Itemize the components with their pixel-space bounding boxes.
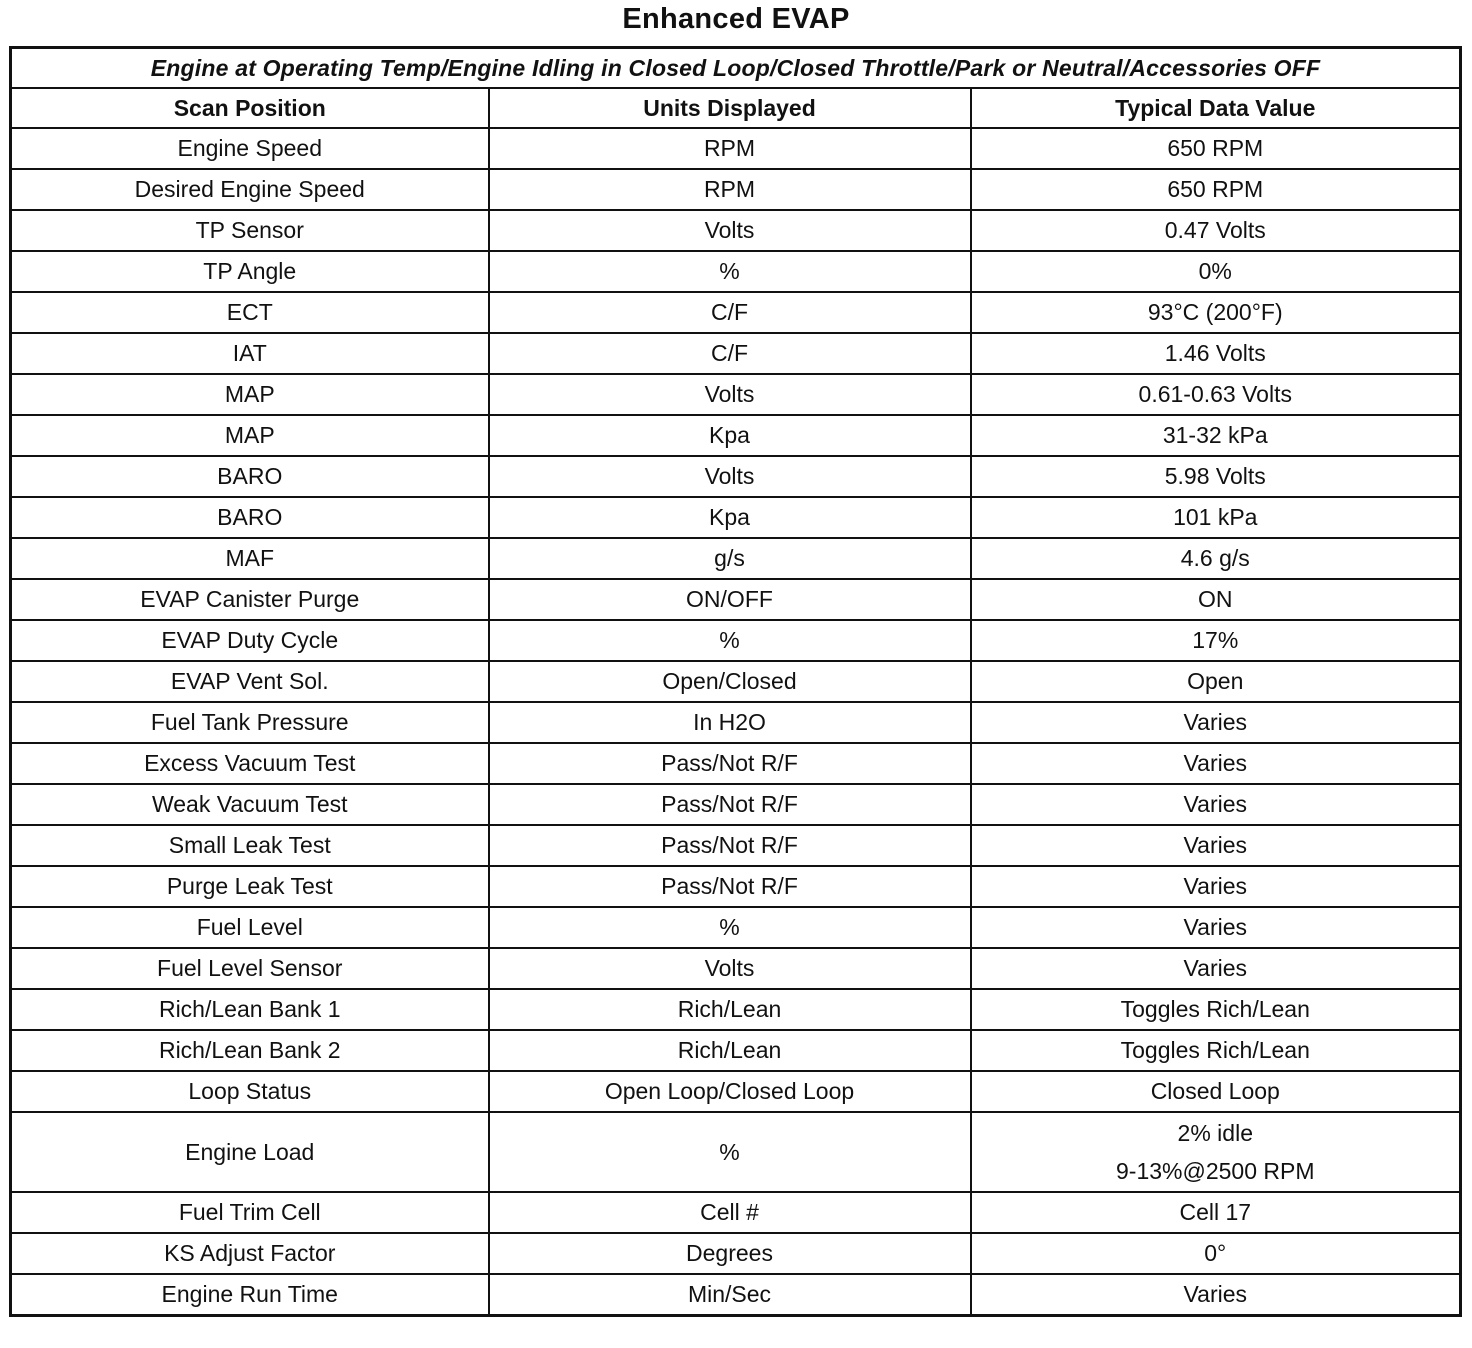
table-row bbox=[11, 251, 1461, 292]
typical-value-line: 2% idle bbox=[1177, 1120, 1253, 1146]
scan-position-cell: Engine Speed bbox=[11, 128, 489, 169]
test-conditions-header: Engine at Operating Temp/Engine Idling in Closed Loop/Closed Throttle/Park or Neutral/Accessories OFF bbox=[11, 48, 1461, 89]
scan-position-cell: Loop Status bbox=[11, 1071, 489, 1112]
units-cell: % bbox=[489, 907, 971, 948]
typical-value-cell: 0° bbox=[971, 1233, 1461, 1274]
typical-value-cell: 0.47 Volts bbox=[971, 210, 1461, 251]
units-cell: Pass/Not R/F bbox=[489, 825, 971, 866]
units-cell: Pass/Not R/F bbox=[489, 866, 971, 907]
table-row bbox=[11, 292, 1461, 333]
units-cell: Volts bbox=[489, 456, 971, 497]
evap-data-table bbox=[9, 46, 1462, 1317]
table-row bbox=[11, 333, 1461, 374]
scan-position-cell: ECT bbox=[11, 292, 489, 333]
units-cell: Min/Sec bbox=[489, 1274, 971, 1316]
typical-value-cell: 31-32 kPa bbox=[971, 415, 1461, 456]
units-cell: % bbox=[489, 251, 971, 292]
scan-position-cell: MAP bbox=[11, 374, 489, 415]
scan-position-cell: TP Sensor bbox=[11, 210, 489, 251]
scan-position-cell: TP Angle bbox=[11, 251, 489, 292]
typical-value-cell: Closed Loop bbox=[971, 1071, 1461, 1112]
scan-position-cell: Fuel Trim Cell bbox=[11, 1192, 489, 1233]
typical-value-cell: ON bbox=[971, 579, 1461, 620]
scan-position-cell: KS Adjust Factor bbox=[11, 1233, 489, 1274]
scan-position-cell: Excess Vacuum Test bbox=[11, 743, 489, 784]
typical-value-cell: Toggles Rich/Lean bbox=[971, 989, 1461, 1030]
table-row bbox=[11, 948, 1461, 989]
table-row bbox=[11, 1071, 1461, 1112]
scan-position-cell: Purge Leak Test bbox=[11, 866, 489, 907]
units-cell: C/F bbox=[489, 292, 971, 333]
units-cell: C/F bbox=[489, 333, 971, 374]
units-cell: % bbox=[489, 620, 971, 661]
table-row bbox=[11, 210, 1461, 251]
typical-value-cell: 650 RPM bbox=[971, 169, 1461, 210]
table-row bbox=[11, 1192, 1461, 1233]
column-header-scan-position: Scan Position bbox=[11, 88, 489, 128]
units-cell: Degrees bbox=[489, 1233, 971, 1274]
typical-value-cell: 4.6 g/s bbox=[971, 538, 1461, 579]
scan-position-cell: Fuel Level Sensor bbox=[11, 948, 489, 989]
typical-value-cell: Varies bbox=[971, 743, 1461, 784]
typical-value-cell: Varies bbox=[971, 866, 1461, 907]
scan-position-cell: BARO bbox=[11, 497, 489, 538]
table-row bbox=[11, 128, 1461, 169]
units-cell: Open/Closed bbox=[489, 661, 971, 702]
units-cell: Rich/Lean bbox=[489, 1030, 971, 1071]
units-cell: Volts bbox=[489, 210, 971, 251]
table-row bbox=[11, 374, 1461, 415]
typical-value-cell: Varies bbox=[971, 1274, 1461, 1316]
scan-position-cell: Rich/Lean Bank 2 bbox=[11, 1030, 489, 1071]
scan-position-cell: MAP bbox=[11, 415, 489, 456]
units-cell: g/s bbox=[489, 538, 971, 579]
table-row bbox=[11, 1112, 1461, 1192]
scan-position-cell: Fuel Level bbox=[11, 907, 489, 948]
units-cell: Kpa bbox=[489, 497, 971, 538]
typical-value-cell: Varies bbox=[971, 825, 1461, 866]
typical-value-line: 9-13%@2500 RPM bbox=[1116, 1158, 1315, 1184]
units-cell: Pass/Not R/F bbox=[489, 743, 971, 784]
table-row bbox=[11, 825, 1461, 866]
units-cell: Cell # bbox=[489, 1192, 971, 1233]
typical-value-cell: 0.61-0.63 Volts bbox=[971, 374, 1461, 415]
scan-position-cell: Weak Vacuum Test bbox=[11, 784, 489, 825]
scan-position-cell: Engine Run Time bbox=[11, 1274, 489, 1316]
scan-position-cell: Desired Engine Speed bbox=[11, 169, 489, 210]
table-row bbox=[11, 538, 1461, 579]
units-cell: RPM bbox=[489, 128, 971, 169]
units-cell: Rich/Lean bbox=[489, 989, 971, 1030]
scan-position-cell: EVAP Duty Cycle bbox=[11, 620, 489, 661]
table-row bbox=[11, 661, 1461, 702]
table-row bbox=[11, 702, 1461, 743]
table-row bbox=[11, 415, 1461, 456]
typical-value-cell: 5.98 Volts bbox=[971, 456, 1461, 497]
units-cell: Volts bbox=[489, 948, 971, 989]
table-row bbox=[11, 989, 1461, 1030]
typical-value-cell: Varies bbox=[971, 907, 1461, 948]
page-title: Enhanced EVAP bbox=[622, 3, 850, 35]
typical-value-cell: 0% bbox=[971, 251, 1461, 292]
scan-position-cell: Rich/Lean Bank 1 bbox=[11, 989, 489, 1030]
units-cell: % bbox=[489, 1112, 971, 1192]
typical-value-cell: 93°C (200°F) bbox=[971, 292, 1461, 333]
table-row bbox=[11, 1030, 1461, 1071]
table-row bbox=[11, 784, 1461, 825]
scan-position-cell: Engine Load bbox=[11, 1112, 489, 1192]
scan-position-cell: EVAP Canister Purge bbox=[11, 579, 489, 620]
scan-position-cell: MAF bbox=[11, 538, 489, 579]
typical-value-cell: 1.46 Volts bbox=[971, 333, 1461, 374]
typical-value-cell bbox=[971, 1112, 1461, 1192]
units-cell: In H2O bbox=[489, 702, 971, 743]
typical-value-cell: 650 RPM bbox=[971, 128, 1461, 169]
scan-position-cell: Fuel Tank Pressure bbox=[11, 702, 489, 743]
typical-value-cell: Varies bbox=[971, 948, 1461, 989]
typical-value-cell: 101 kPa bbox=[971, 497, 1461, 538]
table-row bbox=[11, 169, 1461, 210]
scan-position-cell: IAT bbox=[11, 333, 489, 374]
column-header-typical-data-value: Typical Data Value bbox=[971, 88, 1461, 128]
table-row bbox=[11, 620, 1461, 661]
units-cell: Volts bbox=[489, 374, 971, 415]
typical-value-cell: Varies bbox=[971, 702, 1461, 743]
typical-value-cell: Varies bbox=[971, 784, 1461, 825]
typical-value-cell: Toggles Rich/Lean bbox=[971, 1030, 1461, 1071]
scan-position-cell: EVAP Vent Sol. bbox=[11, 661, 489, 702]
units-cell: Pass/Not R/F bbox=[489, 784, 971, 825]
table-row bbox=[11, 1233, 1461, 1274]
typical-value-cell: Open bbox=[971, 661, 1461, 702]
typical-value-cell: Cell 17 bbox=[971, 1192, 1461, 1233]
table-row bbox=[11, 497, 1461, 538]
column-header-units-displayed: Units Displayed bbox=[489, 88, 971, 128]
units-cell: Open Loop/Closed Loop bbox=[489, 1071, 971, 1112]
scan-position-cell: BARO bbox=[11, 456, 489, 497]
table-row bbox=[11, 456, 1461, 497]
typical-value-cell: 17% bbox=[971, 620, 1461, 661]
table-row bbox=[11, 1274, 1461, 1316]
table-row bbox=[11, 579, 1461, 620]
units-cell: RPM bbox=[489, 169, 971, 210]
units-cell: Kpa bbox=[489, 415, 971, 456]
units-cell: ON/OFF bbox=[489, 579, 971, 620]
table-row bbox=[11, 743, 1461, 784]
table-row bbox=[11, 866, 1461, 907]
table-row bbox=[11, 907, 1461, 948]
scan-position-cell: Small Leak Test bbox=[11, 825, 489, 866]
